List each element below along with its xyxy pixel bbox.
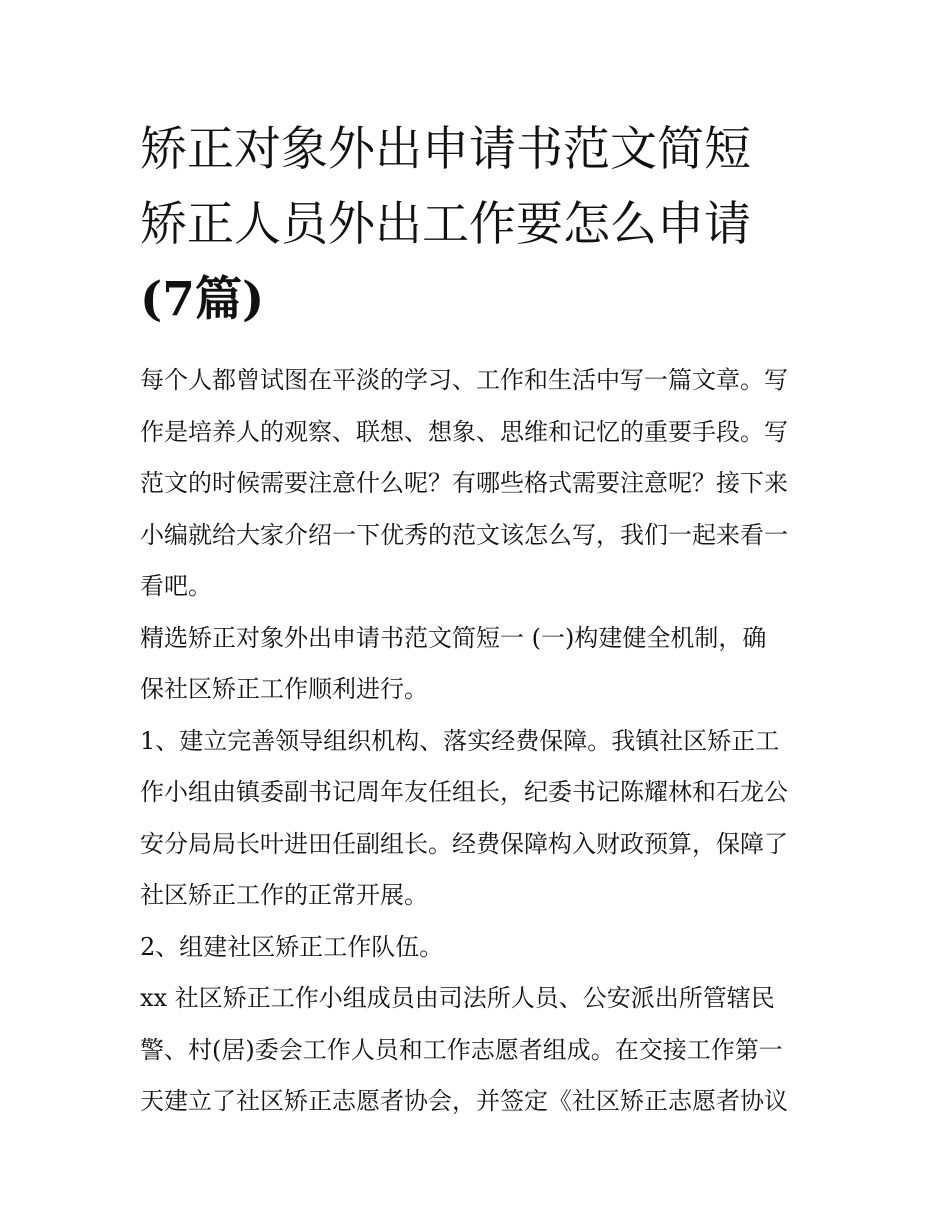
- document-body: [140, 355, 820, 1128]
- text-line: 警、村(居)委会工作人员和工作志愿者组成。在交接工作第一: [140, 1035, 783, 1064]
- title-line: 矫正对象外出申请书范文简短: [140, 122, 751, 177]
- text-line: 天建立了社区矫正志愿者协会，并签定《社区矫正志愿者协议: [140, 1087, 788, 1115]
- text-line: 看吧。: [140, 572, 212, 600]
- text-line: 精选矫正对象外出申请书范文简短一 (一)构建健全机制，确: [140, 623, 767, 652]
- document-page: [140, 112, 820, 1128]
- document-title: [140, 112, 820, 337]
- text-line: 安分局局长叶进田任副组长。经费保障构入财政预算，保障了: [140, 829, 788, 858]
- item-1-paragraph: [140, 716, 820, 922]
- text-line: 2、组建社区矫正工作队伍。: [140, 932, 444, 961]
- title-count: (7篇): [140, 272, 265, 327]
- text-line: 保社区矫正工作顺利进行。: [140, 675, 428, 703]
- text-line: 作是培养人的观察、联想、想象、思维和记忆的重要手段。写: [140, 417, 788, 446]
- text-line: 社区矫正工作的正常开展。: [140, 881, 428, 909]
- text-line: 每个人都曾试图在平淡的学习、工作和生活中写一篇文章。写: [140, 366, 788, 394]
- text-line: 1、建立完善领导组织机构、落实经费保障。我镇社区矫正工: [140, 726, 780, 755]
- section-heading-paragraph: [140, 613, 820, 716]
- item-2-paragraph: [140, 922, 820, 974]
- title-line: 矫正人员外出工作要怎么申请: [140, 197, 751, 252]
- team-paragraph: [140, 973, 820, 1128]
- intro-paragraph: [140, 355, 820, 613]
- text-line: 范文的时候需要注意什么呢？有哪些格式需要注意呢？接下来: [140, 469, 788, 497]
- text-line: 小编就给大家介绍一下优秀的范文该怎么写，我们一起来看一: [140, 520, 788, 549]
- text-line: xx 社区矫正工作小组成员由司法所人员、公安派出所管辖民: [140, 984, 775, 1012]
- text-line: 作小组由镇委副书记周年友任组长，纪委书记陈耀林和石龙公: [140, 778, 788, 806]
